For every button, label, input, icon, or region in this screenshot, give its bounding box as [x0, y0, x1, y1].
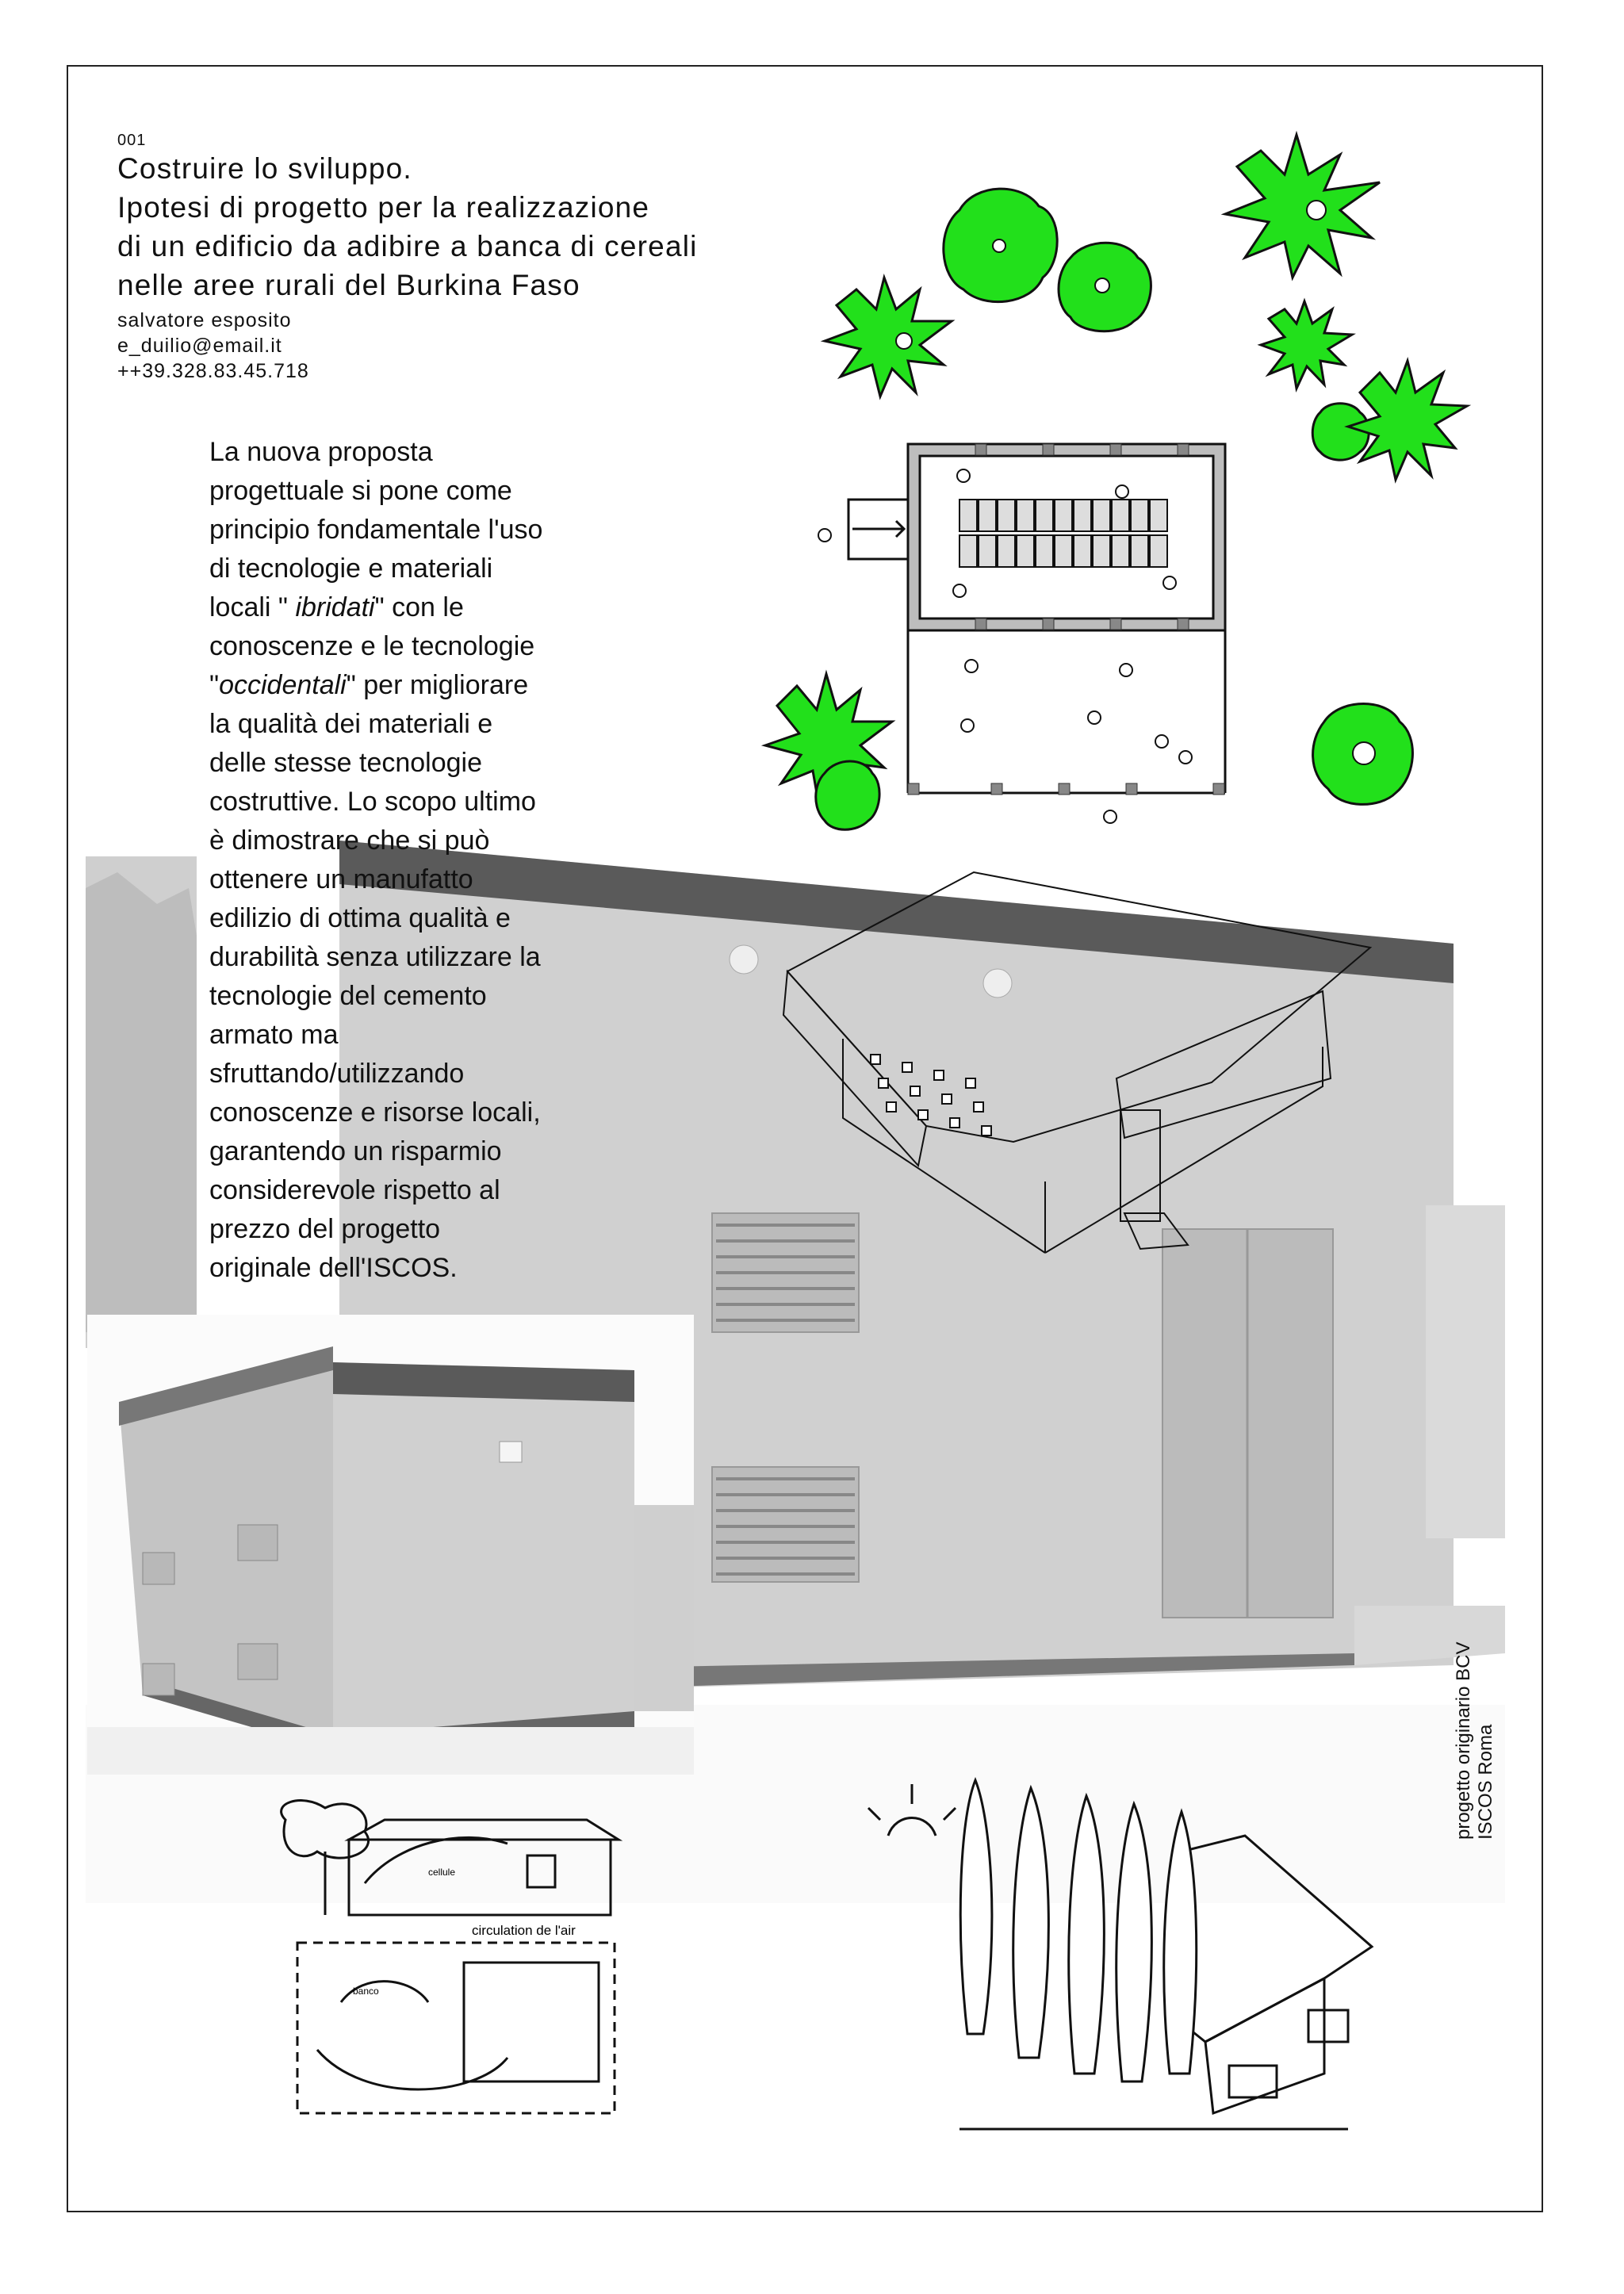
- body-line: progettuale si pone come: [209, 476, 512, 506]
- body-line: sfruttando/utilizzando: [209, 1059, 465, 1089]
- body-line: considerevole rispetto al: [209, 1175, 500, 1205]
- author-info: [117, 308, 309, 384]
- body-line: di tecnologie e materiali: [209, 553, 493, 584]
- sketch-label-cellule: cellule: [428, 1867, 456, 1878]
- body-line: tecnologie del cemento: [209, 981, 487, 1011]
- author-phone: ++39.328.83.45.718: [117, 360, 309, 382]
- body-line: principio fondamentale l'uso: [209, 515, 543, 545]
- body-line: prezzo del progetto: [209, 1214, 441, 1244]
- body-line: conoscenze e risorse locali,: [209, 1097, 541, 1128]
- small-building-photo: [87, 1315, 694, 1775]
- caption-line: ISCOS Roma: [1475, 1724, 1496, 1840]
- body-line: garantendo un risparmio: [209, 1136, 502, 1166]
- body-line: la qualità dei materiali e: [209, 709, 493, 739]
- body-line: La nuova proposta: [209, 437, 433, 467]
- ventilation-sketch: [270, 1796, 634, 2129]
- sketch-label-air: circulation de l'air: [472, 1923, 576, 1938]
- author-name: salvatore esposito: [117, 309, 292, 331]
- description-paragraph: [209, 433, 598, 1288]
- body-line: locali " ibridati" con le: [209, 592, 464, 622]
- title-line: Ipotesi di progetto per la realizzazione: [117, 191, 650, 224]
- body-line: originale dell'ISCOS.: [209, 1253, 458, 1283]
- body-line: è dimostrare che si può: [209, 825, 490, 856]
- body-line: conoscenze e le tecnologie: [209, 631, 535, 661]
- caption-line: progetto originario BCV: [1453, 1641, 1474, 1840]
- body-line: edilizio di ottima qualità e: [209, 903, 511, 933]
- site-plan-drawing: [737, 119, 1475, 872]
- body-line: armato ma: [209, 1020, 339, 1050]
- title-line: Costruire lo sviluppo.: [117, 152, 412, 185]
- body-line: "occidentali" per migliorare: [209, 670, 529, 700]
- body-line: costruttive. Lo scopo ultimo: [209, 787, 536, 817]
- author-email: e_duilio@email.it: [117, 335, 282, 357]
- page-number: 001: [117, 132, 147, 149]
- sketch-label-banco: banco: [353, 1986, 379, 1997]
- page-title: [117, 149, 698, 304]
- body-line: durabilità senza utilizzare la: [209, 942, 541, 972]
- body-line: delle stesse tecnologie: [209, 748, 483, 778]
- title-line: nelle aree rurali del Burkina Faso: [117, 269, 580, 301]
- title-line: di un edificio da adibire a banca di cereali: [117, 230, 698, 262]
- photo-caption: [1453, 1538, 1497, 1840]
- body-line: ottenere un manufatto: [209, 864, 473, 894]
- tree-shade-sketch: [864, 1772, 1380, 2145]
